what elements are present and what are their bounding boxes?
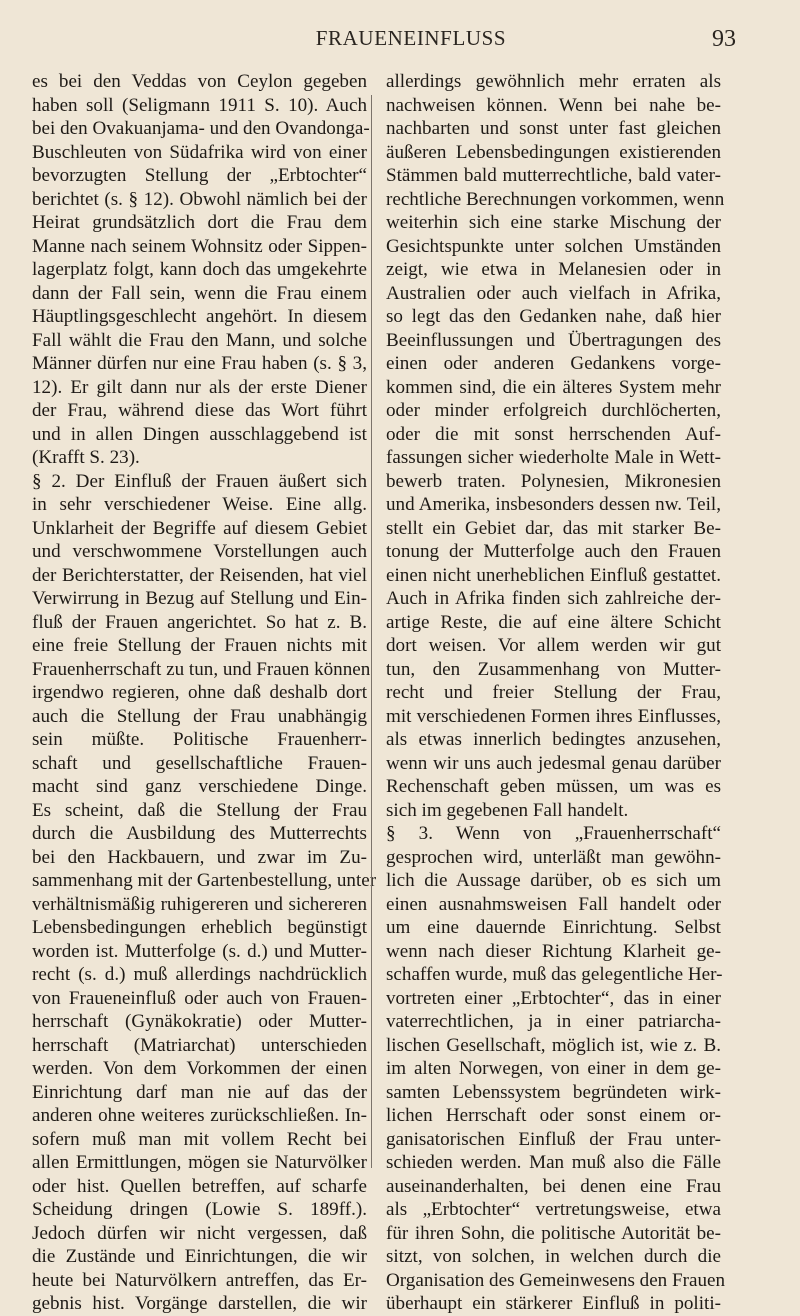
text-line: heute bei Naturvölkern antreffen, das Er- bbox=[32, 1269, 367, 1291]
text-line: allen Ermittlungen, mögen sie Naturvölker bbox=[32, 1152, 367, 1173]
text-line: nachweisen können. Wenn bei nahe be- bbox=[386, 94, 721, 116]
text-line: sich im gegebenen Fall handelt. bbox=[386, 799, 629, 821]
text-line: Organisation des Gemeinwesens den Frauen bbox=[386, 1269, 726, 1291]
text-line: fluß der Frauen angerichtet. So hat z. B. bbox=[32, 611, 367, 633]
text-line: (Krafft S. 23). bbox=[32, 447, 140, 468]
text-line: Stämmen bald mutterrechtliche, bald vater- bbox=[386, 165, 721, 186]
text-line: Einrichtung darf man nie auf das der bbox=[32, 1081, 367, 1103]
text-line: Jedoch dürfen wir nicht vergessen, daß bbox=[32, 1222, 367, 1244]
text-line: Fall wählt die Frau den Mann, und solche bbox=[32, 329, 367, 351]
text-line: gebnis hist. Vorgänge darstellen, die wir bbox=[32, 1293, 367, 1314]
text-line: im alten Norwegen, von einer in dem ge- bbox=[386, 1058, 721, 1079]
text-line: einen oder anderen Gedankens vorge- bbox=[386, 353, 721, 374]
text-line: Unklarheit der Begriffe auf diesem Gebiet bbox=[32, 517, 367, 539]
text-line: § 3. Wenn von „Frauenherrschaft“ bbox=[386, 823, 721, 844]
text-line: rechtliche Berechnungen vorkommen, wenn bbox=[386, 188, 725, 210]
text-line: einen ausnahmsweisen Fall handelt oder bbox=[386, 893, 721, 915]
text-line: schieden werden. Man muß also die Fälle bbox=[386, 1152, 721, 1173]
text-line: Buschleuten von Südafrika wird von einer bbox=[32, 141, 367, 163]
text-line: oder die mit sonst herrschenden Auf- bbox=[386, 423, 721, 445]
text-line: irgendwo regieren, ohne daß deshalb dort bbox=[32, 682, 367, 703]
text-line: sammenhang mit der Gartenbestellung, unter bbox=[32, 870, 377, 891]
text-line: 12). Er gilt dann nur als der erste Diener bbox=[32, 376, 367, 398]
text-line: zeigt, wie etwa in Melanesien oder in bbox=[386, 259, 721, 280]
running-title: FRAUENEINFLUSS bbox=[315, 26, 507, 50]
text-line: bei den Ovakuanjama- und den Ovandonga- bbox=[32, 118, 370, 139]
text-line: als „Erbtochter“ vertretungsweise, etwa bbox=[386, 1199, 721, 1220]
text-line: Lebensbedingungen erheblich begünstigt bbox=[32, 917, 367, 938]
text-line: oder hist. Quellen betreffen, auf scharfe bbox=[32, 1175, 367, 1197]
text-line: für ihren Sohn, die politische Autorität be- bbox=[386, 1222, 721, 1244]
text-line: bewerb traten. Polynesien, Mikronesien bbox=[386, 470, 721, 492]
text-line: äußeren Lebensbedingungen existierenden bbox=[386, 141, 721, 163]
text-line: Rechenschaft geben müssen, um was es bbox=[386, 776, 721, 797]
text-line: worden ist. Mutterfolge (s. d.) und Mutter- bbox=[32, 940, 367, 962]
text-line: lichen Herrschaft oder sonst einem or- bbox=[386, 1105, 721, 1126]
running-head bbox=[86, 14, 736, 52]
text-line: sein müßte. Politische Frauenherr- bbox=[32, 729, 367, 750]
text-line: und Amerika, insbesonders dessen nw. Teil, bbox=[386, 494, 721, 515]
text-line: gesprochen wird, unterläßt man gewöhn- bbox=[386, 846, 721, 868]
text-line: herrschaft (Gynäkokratie) oder Mutter- bbox=[32, 1011, 367, 1032]
text-line: durch die Ausbildung des Mutterrechts bbox=[32, 823, 367, 844]
text-line: recht (s. d.) muß allerdings nachdrücklich bbox=[32, 964, 367, 985]
text-line: anderen ohne weiteres zurückschließen. In- bbox=[32, 1105, 367, 1126]
text-line: von Fraueneinfluß oder auch von Frauen- bbox=[32, 987, 367, 1009]
text-line: schaffen wurde, muß das gelegentliche Her- bbox=[386, 964, 723, 985]
text-line: als etwas innerlich bedingtes anzusehen, bbox=[386, 729, 721, 750]
text-line: artige Reste, die auf eine ältere Schicht bbox=[386, 611, 721, 633]
text-line: auseinanderhalten, bei denen eine Frau bbox=[386, 1175, 721, 1197]
text-line: kommen sind, die ein älteres System mehr bbox=[386, 376, 721, 398]
text-line: werden. Von dem Vorkommen der einen bbox=[32, 1058, 367, 1079]
text-line: allerdings gewöhnlich mehr erraten als bbox=[386, 71, 721, 92]
text-line: oder minder erfolgreich durchlöcherten, bbox=[386, 400, 721, 421]
text-line: sofern muß man mit vollem Recht bei bbox=[32, 1128, 367, 1150]
text-line: stellt ein Gebiet dar, das mit starker Be- bbox=[386, 517, 721, 539]
text-line: recht und freier Stellung der Frau, bbox=[386, 682, 721, 703]
text-line: Beeinflussungen und Übertragungen des bbox=[386, 329, 721, 351]
text-line: in sehr verschiedener Weise. Eine allg. bbox=[32, 494, 367, 515]
text-line: verhältnismäßig ruhigereren und sichereren bbox=[32, 893, 367, 915]
text-line: es bei den Veddas von Ceylon gegeben bbox=[32, 71, 367, 92]
text-line: lich die Aussage darüber, ob es sich um bbox=[386, 870, 721, 891]
text-line: vaterrechtlichen, ja in einer patriarcha- bbox=[386, 1011, 721, 1032]
text-line: Scheidung dringen (Lowie S. 189ff.). bbox=[32, 1199, 367, 1220]
text-line: Frauenherrschaft zu tun, und Frauen können bbox=[32, 658, 371, 680]
text-line: schaft und gesellschaftliche Frauen- bbox=[32, 752, 367, 774]
text-line: Auch in Afrika finden sich zahlreiche der- bbox=[386, 588, 721, 609]
left-text-column bbox=[32, 70, 377, 1316]
text-line: der Berichterstatter, der Reisenden, hat viel bbox=[32, 564, 367, 586]
text-line: die Zustände und Einrichtungen, die wir bbox=[32, 1246, 367, 1267]
text-line: wenn nach dieser Richtung Klarheit ge- bbox=[386, 940, 721, 962]
text-line: der Frau, während diese das Wort führt bbox=[32, 400, 367, 421]
text-line: haben soll (Seligmann 1911 S. 10). Auch bbox=[32, 94, 367, 116]
text-line: bevorzugten Stellung der „Erbtochter“ bbox=[32, 165, 367, 186]
text-line: dort weisen. Vor allem werden wir gut bbox=[386, 635, 721, 656]
text-line: bei den Hackbauern, und zwar im Zu- bbox=[32, 846, 367, 868]
text-line: lischen Gesellschaft, möglich ist, wie z. B. bbox=[386, 1034, 721, 1056]
text-line: tonung der Mutterfolge auch den Frauen bbox=[386, 541, 721, 562]
text-line: dann der Fall sein, wenn die Frau einem bbox=[32, 282, 367, 304]
text-line: so legt das den Gedanken nahe, daß hier bbox=[386, 306, 721, 327]
text-line: wenn wir uns auch jedesmal genau darüber bbox=[386, 752, 721, 774]
text-line: Manne nach seinem Wohnsitz oder Sippen- bbox=[32, 235, 367, 257]
text-line: sitzt, von solchen, in welchen durch die bbox=[386, 1246, 721, 1267]
text-line: vortreten einer „Erbtochter“, das in einer bbox=[386, 987, 721, 1009]
text-line: weiterhin sich eine starke Mischung der bbox=[386, 212, 721, 233]
text-line: Es scheint, daß die Stellung der Frau bbox=[32, 799, 367, 821]
text-line: § 2. Der Einfluß der Frauen äußert sich bbox=[32, 470, 367, 492]
text-line: auch die Stellung der Frau unabhängig bbox=[32, 705, 367, 727]
text-line: einen nicht unerheblichen Einfluß gestattet. bbox=[386, 564, 721, 586]
text-line: Australien oder auch vielfach in Afrika, bbox=[386, 282, 721, 304]
right-text-column bbox=[386, 70, 726, 1316]
text-line: überhaupt ein stärkerer Einfluß in politi- bbox=[386, 1293, 721, 1314]
text-line: und in allen Dingen ausschlaggebend ist bbox=[32, 423, 367, 445]
text-line: und verschwommene Vorstellungen auch bbox=[32, 541, 367, 562]
page-number: 93 bbox=[712, 26, 736, 52]
column-divider bbox=[371, 95, 372, 1168]
text-line: mit verschiedenen Formen ihres Einflusses, bbox=[386, 705, 721, 727]
text-line: lagerplatz folgt, kann doch das umgekehrte bbox=[32, 259, 367, 280]
text-line: fassungen sicher wiederholte Male in Wett- bbox=[386, 447, 721, 468]
text-line: samten Lebenssystem begründeten wirk- bbox=[386, 1081, 721, 1103]
text-line: Männer dürfen nur eine Frau haben (s. § 3, bbox=[32, 353, 367, 374]
text-line: herrschaft (Matriarchat) unterschieden bbox=[32, 1034, 367, 1056]
text-line: Gesichtspunkte unter solchen Umständen bbox=[386, 235, 721, 257]
text-line: um eine dauernde Einrichtung. Selbst bbox=[386, 917, 721, 938]
text-line: ganisatorischen Einfluß der Frau unter- bbox=[386, 1128, 721, 1150]
text-line: tun, den Zusammenhang von Mutter- bbox=[386, 658, 721, 680]
text-line: Häuptlingsgeschlecht angehört. In diesem bbox=[32, 306, 367, 327]
text-line: nachbarten und sonst unter fast gleichen bbox=[386, 118, 721, 139]
text-line: Verwirrung in Bezug auf Stellung und Ein- bbox=[32, 588, 367, 609]
text-line: macht sind ganz verschiedene Dinge. bbox=[32, 776, 367, 797]
text-line: eine freie Stellung der Frauen nichts mit bbox=[32, 635, 367, 656]
text-line: Heirat grundsätzlich dort die Frau dem bbox=[32, 212, 367, 233]
text-line: berichtet (s. § 12). Obwohl nämlich bei der bbox=[32, 188, 367, 210]
